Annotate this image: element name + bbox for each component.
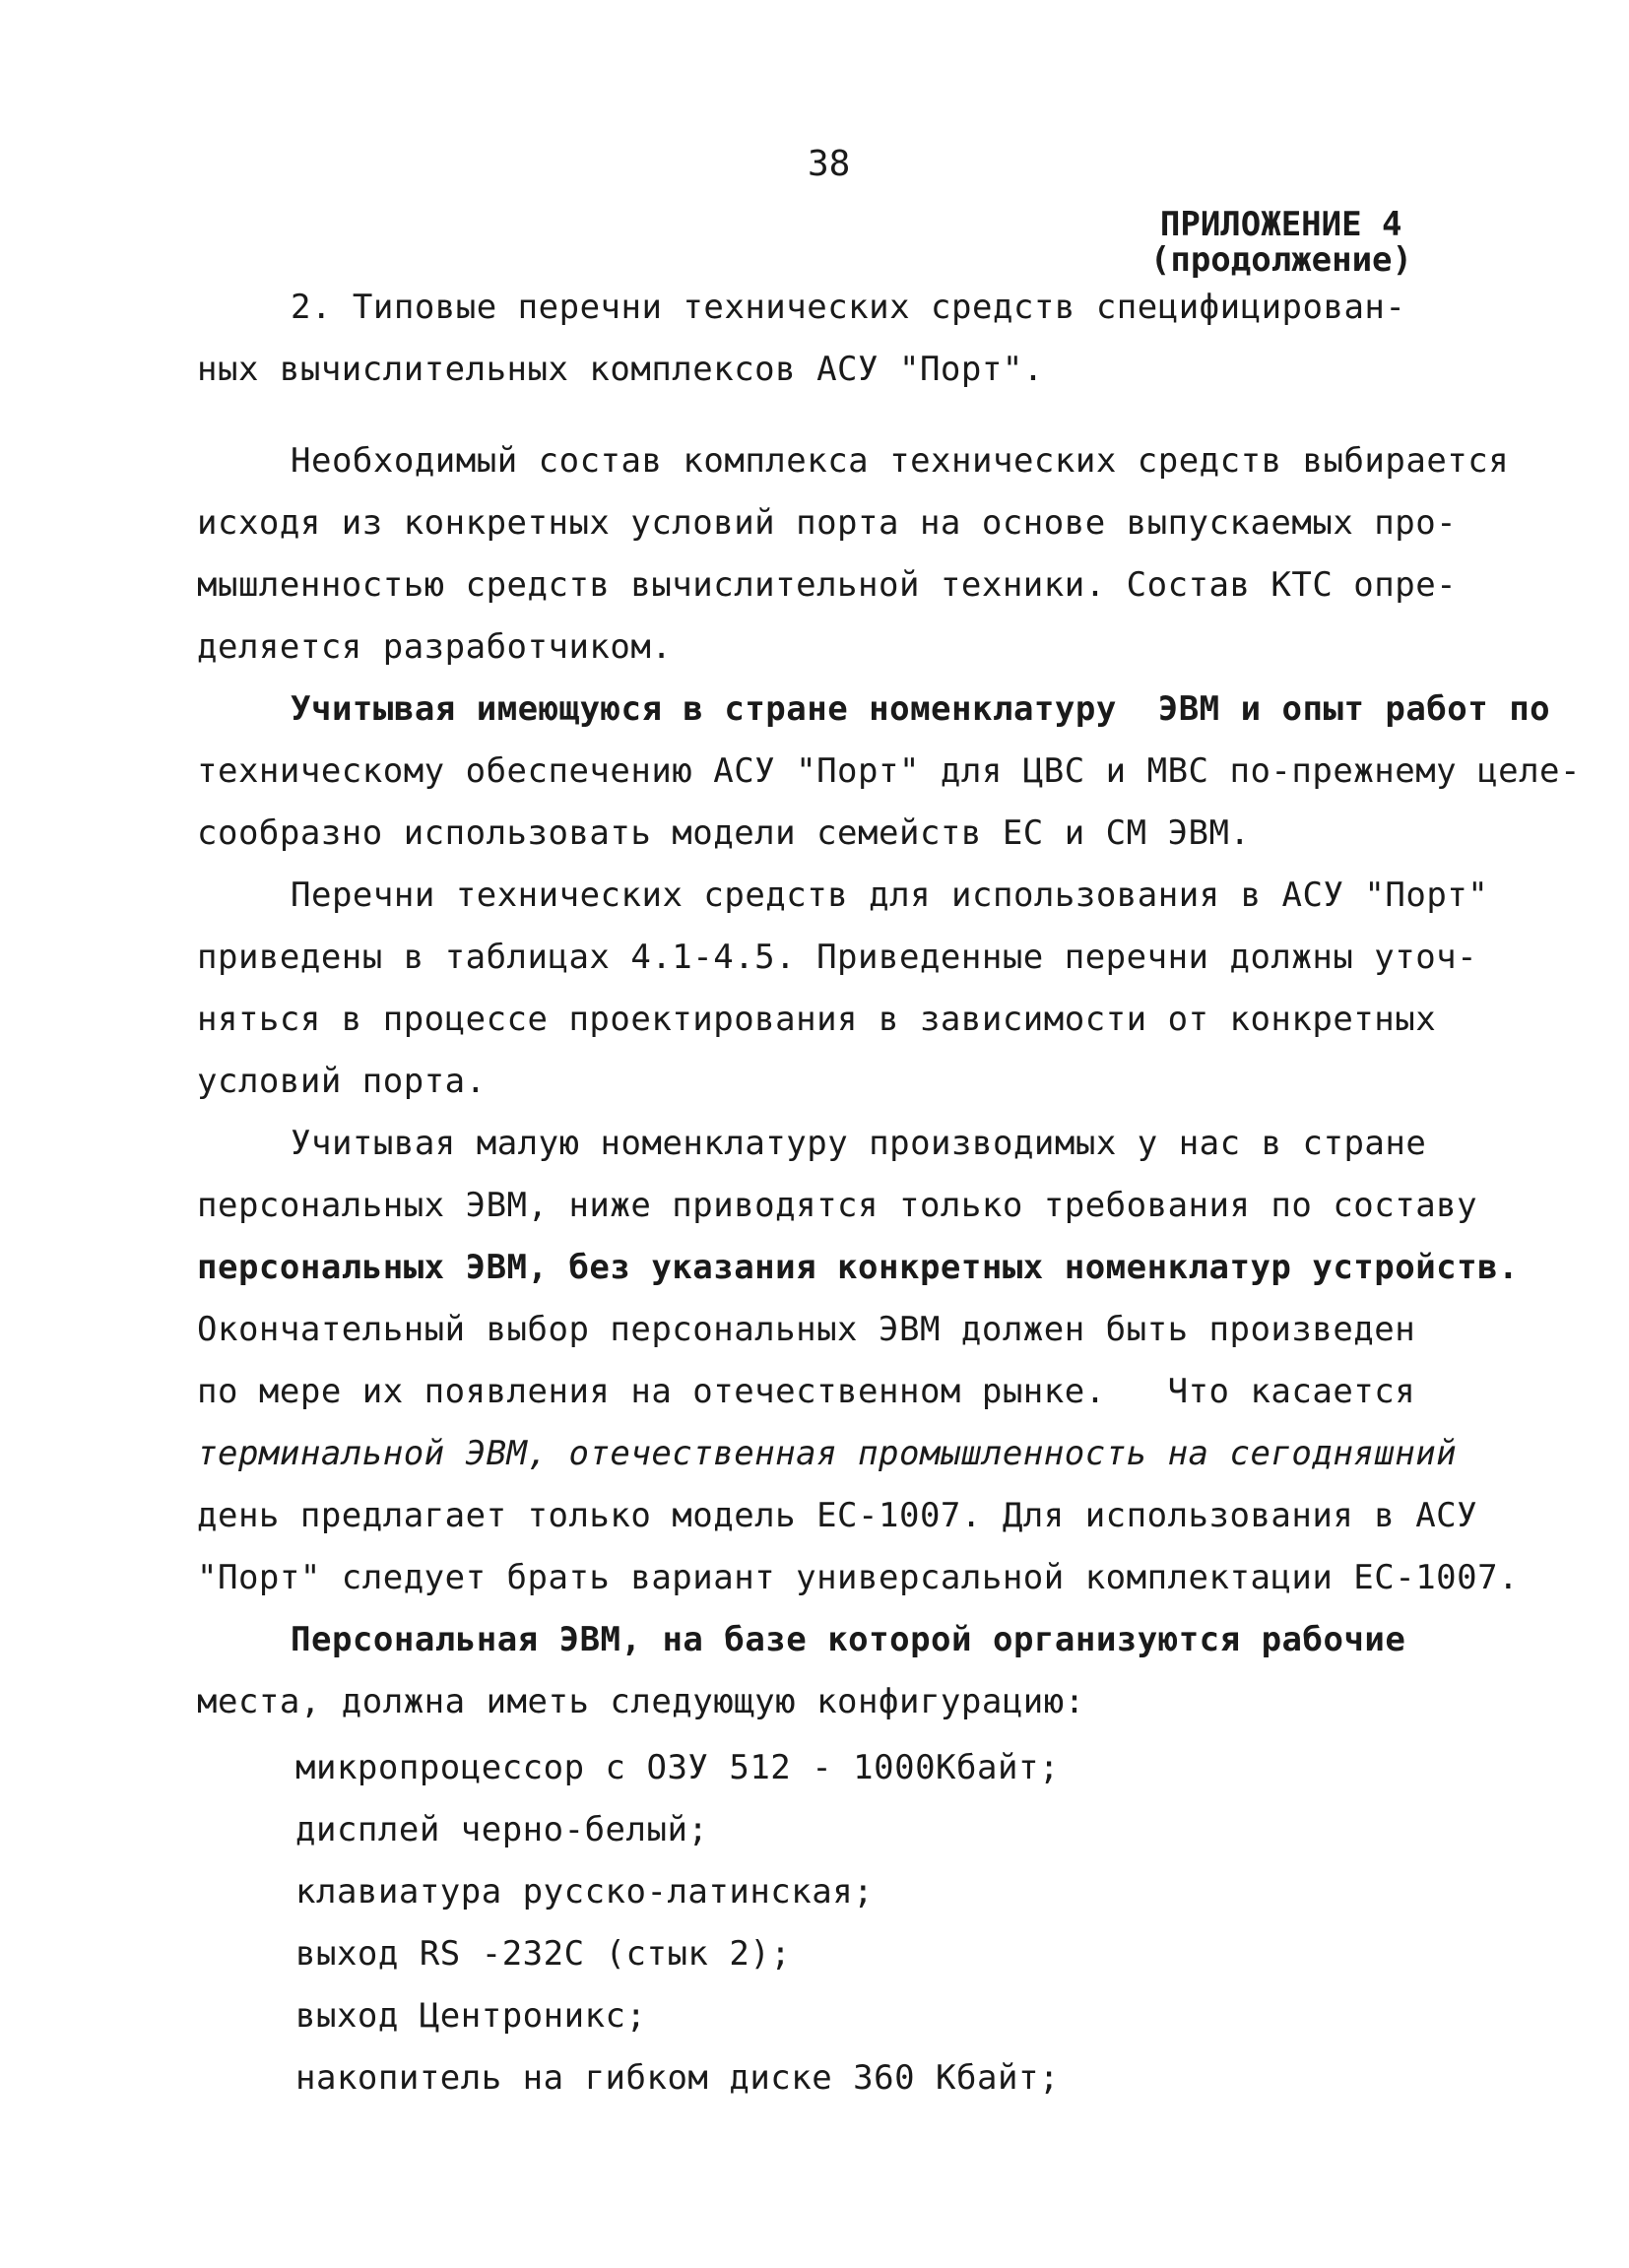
text-line: терминальной ЭВМ, отечественная промышленность на сегодняшний [197,1434,1458,1473]
text-line: Окончательный выбор персональных ЭВМ должен быть произведен [197,1310,1416,1349]
text-line: мышленностью средств вычислительной техники. Состав КТС опре- [197,565,1458,605]
appendix-subtitle: (продолжение) [1149,240,1412,280]
list-item: клавиатура русско-латинская; [295,1872,875,1912]
text-line: по мере их появления на отечественном рынке. Что касается [197,1372,1416,1411]
text-line: исходя из конкретных условий порта на основе выпускаемых про- [197,503,1458,543]
text-line: персональных ЭВМ, без указания конкретных номенклатур устройств. [197,1248,1520,1287]
text-line: Учитывая имеющуюся в стране номенклатуру ЭВМ и опыт работ по [291,689,1551,729]
text-line: условий порта. [197,1062,487,1101]
text-line: 2. Типовые перечни технических средств специфицирован- [291,288,1406,327]
text-line: Учитывая малую номенклатуру производимых у нас в стране [291,1124,1427,1163]
text-line: няться в процессе проектирования в зависимости от конкретных [197,1000,1437,1039]
list-item: выход RS -232С (стык 2); [295,1934,792,1974]
text-line: "Порт" следует брать вариант универсальной комплектации ЕС-1007. [197,1558,1520,1597]
text-line: Перечни технических средств для использования в АСУ "Порт" [291,875,1489,915]
list-item: дисплей черно-белый; [295,1810,709,1849]
text-line: ных вычислительных комплексов АСУ "Порт". [197,350,1044,389]
text-line: персональных ЭВМ, ниже приводятся только требования по составу [197,1186,1478,1225]
appendix-title: ПРИЛОЖЕНИЕ 4 [1159,205,1402,244]
list-item: выход Центроникс; [295,1996,647,2036]
list-item: микропроцессор с ОЗУ 512 - 1000Кбайт; [295,1748,1060,1787]
text-line: Необходимый состав комплекса технических средств выбирается [291,441,1510,481]
text-line: приведены в таблицах 4.1-4.5. Приведенные перечни должны уточ- [197,938,1478,977]
list-item: накопитель на гибком диске 360 Кбайт; [295,2058,1060,2098]
page-number: 38 [808,144,851,184]
text-line: день предлагает только модель ЕС-1007. Для использования в АСУ [197,1496,1478,1535]
appendix-heading [1149,205,1412,280]
text-line: техническому обеспечению АСУ "Порт" для ЦВС и МВС по-прежнему целе- [197,751,1581,791]
text-line: Персональная ЭВМ, на базе которой организуются рабочие [291,1620,1406,1659]
text-line: деляется разработчиком. [197,627,673,667]
text-line: места, должна иметь следующую конфигурацию: [197,1682,1085,1721]
text-line: сообразно использовать модели семейств ЕС и СМ ЭВМ. [197,813,1251,853]
